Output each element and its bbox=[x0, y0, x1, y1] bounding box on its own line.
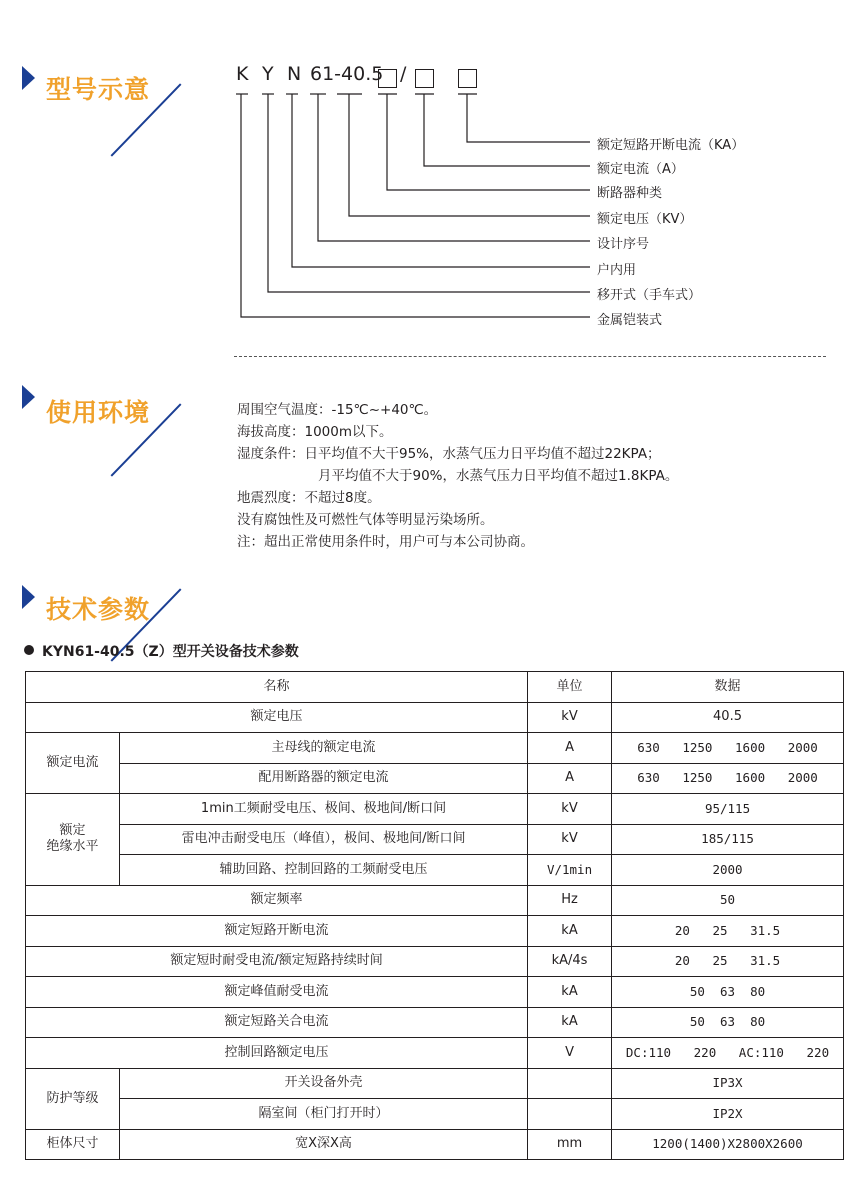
model-label-metal-clad: 金属铠装式 bbox=[597, 313, 663, 328]
table-row bbox=[26, 1068, 844, 1099]
section-divider bbox=[234, 356, 826, 357]
cell-unit: mm bbox=[528, 1129, 612, 1160]
model-label-breaking-current: 额定短路开断电流（KA） bbox=[597, 138, 745, 153]
cell-unit bbox=[528, 1068, 612, 1099]
cell-value: IP2X bbox=[612, 1099, 844, 1130]
section-marker-icon bbox=[22, 385, 35, 409]
section-title-environment: 使用环境 bbox=[46, 398, 151, 427]
env-humidity-daily: 湿度条件：日平均值不大干95%，水蒸气压力日平均值不超过22KPA； bbox=[237, 446, 661, 462]
cell-value: 20 25 31.5 bbox=[612, 916, 844, 947]
cell-value: DC:110 220 AC:110 220 bbox=[612, 1038, 844, 1069]
section-marker-icon bbox=[22, 585, 35, 609]
cell-unit: A bbox=[528, 763, 612, 794]
cell-name: 主母线的额定电流 bbox=[120, 733, 528, 764]
cell-name: 1min工频耐受电压、极间、极地间/断口间 bbox=[120, 794, 528, 825]
env-pollution: 没有腐蚀性及可燃性气体等明显污染场所。 bbox=[237, 512, 494, 528]
table-row bbox=[26, 1038, 844, 1069]
table-row bbox=[26, 702, 844, 733]
table-row bbox=[26, 855, 844, 886]
cell-value: 50 63 80 bbox=[612, 977, 844, 1008]
table-row bbox=[26, 794, 844, 825]
env-seismic: 地震烈度：不超过8度。 bbox=[237, 490, 381, 506]
group-size: 柜体尺寸 bbox=[26, 1129, 120, 1160]
model-code-n: N bbox=[287, 63, 302, 85]
table-row bbox=[26, 885, 844, 916]
bullet-icon bbox=[24, 645, 34, 655]
table-row bbox=[26, 916, 844, 947]
table-header-row bbox=[26, 672, 844, 703]
header-unit: 单位 bbox=[528, 672, 612, 703]
cell-value: 185/115 bbox=[612, 824, 844, 855]
cell-name: 配用断路器的额定电流 bbox=[120, 763, 528, 794]
model-label-indoor: 户内用 bbox=[597, 263, 637, 278]
section-title-tech: 技术参数 bbox=[46, 595, 151, 624]
cell-name: 额定频率 bbox=[26, 885, 528, 916]
cell-value: 40.5 bbox=[612, 702, 844, 733]
cell-unit: V bbox=[528, 1038, 612, 1069]
cell-name: 控制回路额定电压 bbox=[26, 1038, 528, 1069]
model-code-y: Y bbox=[262, 63, 274, 85]
env-note: 注：超出正常使用条件时，用户可与本公司协商。 bbox=[237, 534, 534, 550]
model-label-breaker-type: 断路器种类 bbox=[597, 186, 663, 201]
cell-name: 雷电冲击耐受电压（峰值），极间、极地间/断口间 bbox=[120, 824, 528, 855]
model-code-k: K bbox=[236, 63, 249, 85]
table-row bbox=[26, 977, 844, 1008]
cell-value: 2000 bbox=[612, 855, 844, 886]
cell-name: 隔室间（柜门打开时） bbox=[120, 1099, 528, 1130]
table-row bbox=[26, 1007, 844, 1038]
cell-unit: kV bbox=[528, 794, 612, 825]
cell-name: 额定短路关合电流 bbox=[26, 1007, 528, 1038]
cell-unit: V/1min bbox=[528, 855, 612, 886]
cell-name: 额定峰值耐受电流 bbox=[26, 977, 528, 1008]
group-rated-current: 额定电流 bbox=[26, 733, 120, 794]
group-insulation-line2: 绝缘水平 bbox=[46, 839, 99, 855]
cell-value: 95/115 bbox=[612, 794, 844, 825]
group-insulation bbox=[26, 794, 120, 886]
model-code-series: 61-40.5 bbox=[310, 63, 384, 85]
table-title: KYN61-40.5（Z）型开关设备技术参数 bbox=[42, 644, 299, 660]
cell-unit: A bbox=[528, 733, 612, 764]
cell-name: 额定短路开断电流 bbox=[26, 916, 528, 947]
env-humidity-monthly: 月平均值不大于90%，水蒸气压力日平均值不超过1.8KPA。 bbox=[318, 468, 679, 484]
model-leader-lines bbox=[0, 0, 864, 340]
cell-unit: kV bbox=[528, 702, 612, 733]
cell-value: 1200(1400)X2800X2600 bbox=[612, 1129, 844, 1160]
cell-value: 50 bbox=[612, 885, 844, 916]
cell-name: 辅助回路、控制回路的工频耐受电压 bbox=[120, 855, 528, 886]
env-altitude: 海拔高度：1000m以下。 bbox=[237, 424, 393, 440]
cell-value: 50 63 80 bbox=[612, 1007, 844, 1038]
section-title-model: 型号示意 bbox=[46, 75, 151, 104]
cell-unit bbox=[528, 1099, 612, 1130]
cell-unit: kA bbox=[528, 977, 612, 1008]
env-temperature: 周围空气温度：-15℃~+40℃。 bbox=[237, 402, 438, 418]
cell-name: 宽X深X高 bbox=[120, 1129, 528, 1160]
cell-unit: Hz bbox=[528, 885, 612, 916]
cell-value: 20 25 31.5 bbox=[612, 946, 844, 977]
cell-name: 开关设备外壳 bbox=[120, 1068, 528, 1099]
cell-unit: kA bbox=[528, 1007, 612, 1038]
cell-name: 额定短时耐受电流/额定短路持续时间 bbox=[26, 946, 528, 977]
cell-name: 额定电压 bbox=[26, 702, 528, 733]
model-label-withdrawable: 移开式（手车式） bbox=[597, 288, 702, 303]
table-row bbox=[26, 824, 844, 855]
model-code-separator: / bbox=[400, 63, 407, 85]
cell-value: IP3X bbox=[612, 1068, 844, 1099]
model-label-rated-voltage: 额定电压（KV） bbox=[597, 212, 693, 227]
group-protection: 防护等级 bbox=[26, 1068, 120, 1129]
table-row bbox=[26, 763, 844, 794]
table-row bbox=[26, 946, 844, 977]
table-row bbox=[26, 733, 844, 764]
table-row bbox=[26, 1129, 844, 1160]
header-name: 名称 bbox=[26, 672, 528, 703]
group-insulation-line1: 额定 bbox=[59, 823, 86, 839]
model-label-rated-current: 额定电流（A） bbox=[597, 162, 684, 177]
model-label-design-number: 设计序号 bbox=[597, 237, 650, 252]
cell-unit: kA bbox=[528, 916, 612, 947]
cell-value: 630 1250 1600 2000 bbox=[612, 733, 844, 764]
cell-unit: kV bbox=[528, 824, 612, 855]
cell-unit: kA/4s bbox=[528, 946, 612, 977]
header-data: 数据 bbox=[612, 672, 844, 703]
cell-value: 630 1250 1600 2000 bbox=[612, 763, 844, 794]
spec-table bbox=[25, 671, 844, 1160]
table-row bbox=[26, 1099, 844, 1130]
